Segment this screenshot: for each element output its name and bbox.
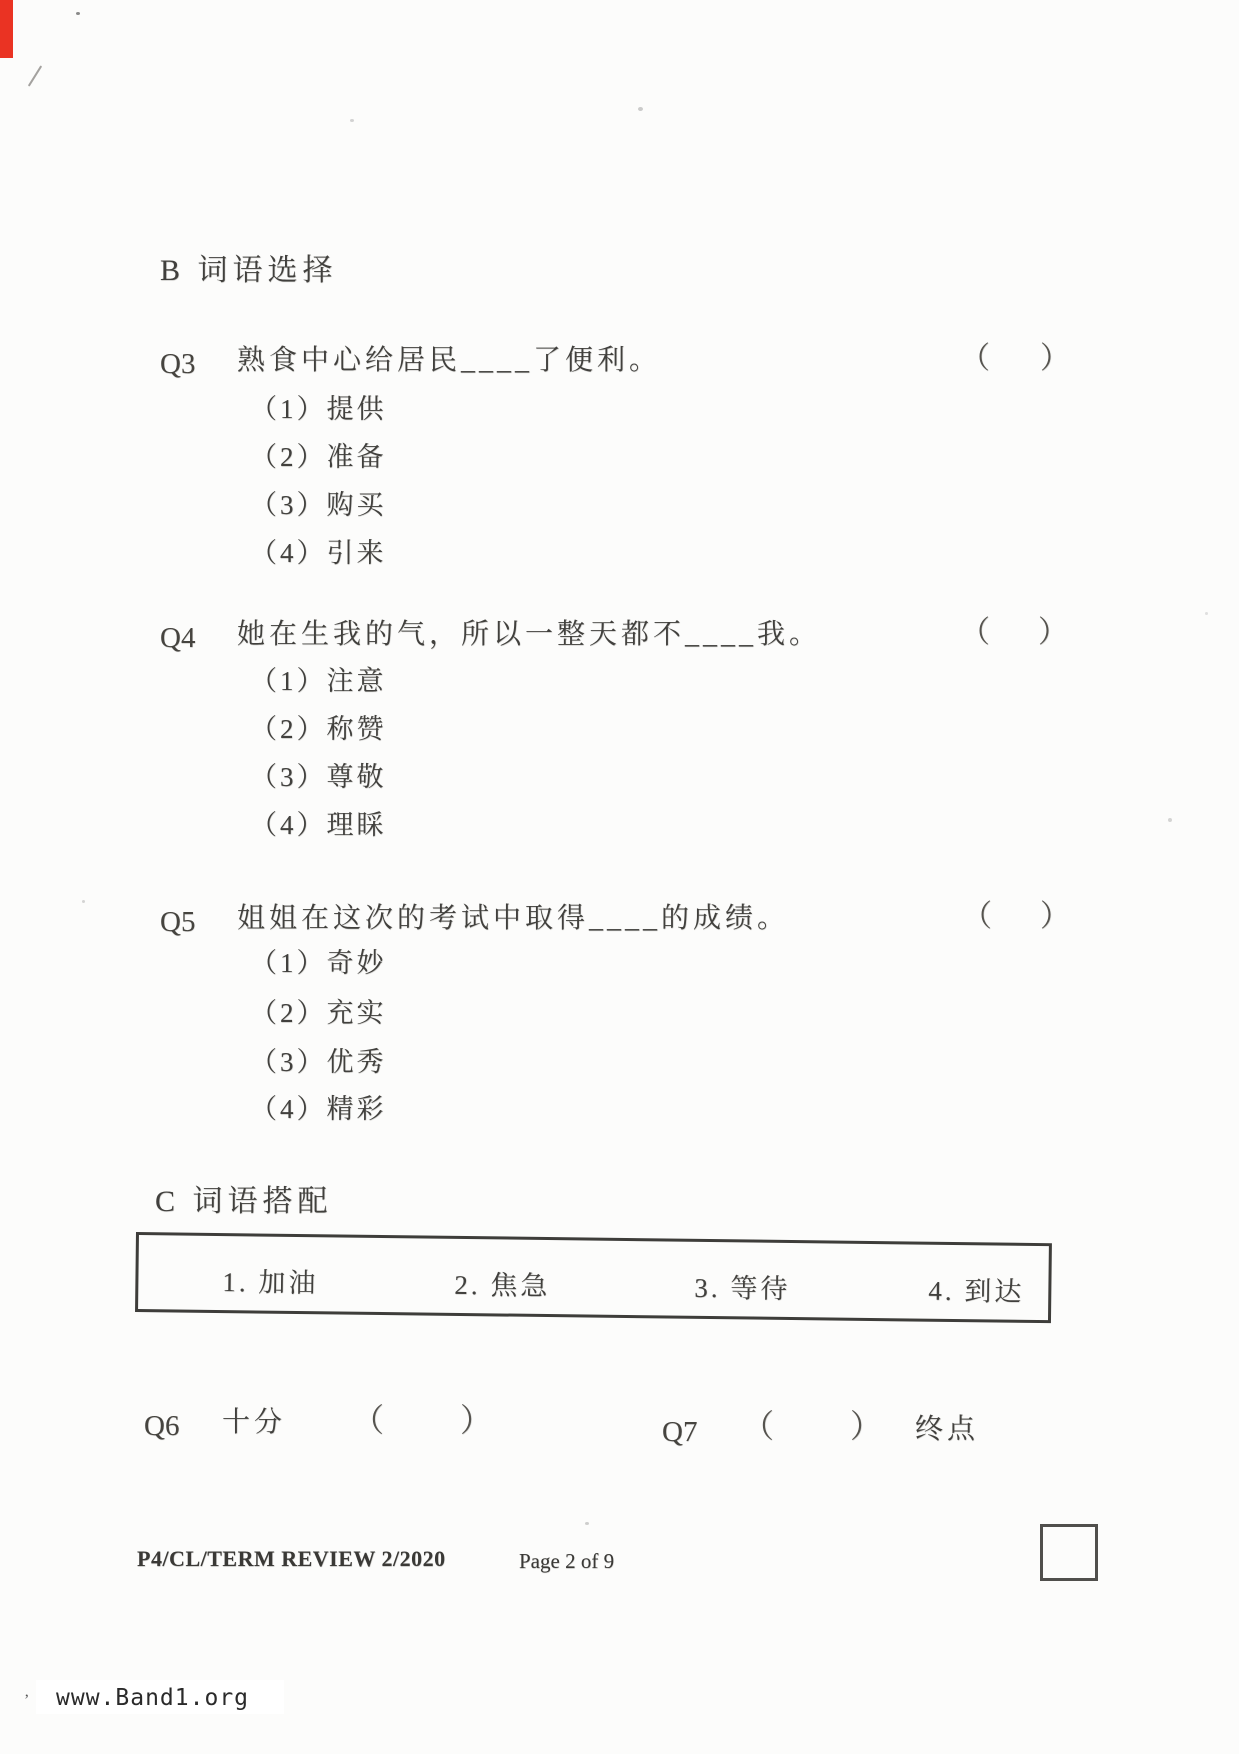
word-bank-box [135,1232,1052,1323]
q5-question-text: 姐姐在这次的考试中取得____的成绩。 [237,903,790,934]
q7-word: 终点 [915,1414,980,1445]
q3-option-2: （2）准备 [250,442,387,472]
q6-word: 十分 [222,1407,287,1438]
q5-label: Q5 [160,906,196,938]
q3-answer-paren-open: （ [960,342,990,375]
q3-question-text: 熟食中心给居民____了便利。 [237,345,662,376]
q6-answer-paren-close: ） [460,1402,493,1438]
q4-label: Q4 [160,622,196,654]
scan-speck [1168,818,1172,822]
footer-page-number: Page 2 of 9 [519,1549,615,1573]
q3-option-3: （3）购买 [250,490,387,520]
word-bank-item-4: 4. 到达 [928,1275,1025,1307]
q5-option-4: （4）精彩 [250,1094,387,1124]
q5-option-3: （3）优秀 [250,1047,387,1077]
word-bank-item-3: 3. 等待 [694,1272,791,1304]
scan-speck [350,119,354,122]
scan-speck [638,107,643,111]
scan-speck [585,1522,589,1525]
red-edge-mark [0,0,13,58]
q3-option-1: （1）提供 [250,394,387,424]
scan-speck: ’ [24,1692,30,1709]
q6-answer-paren-open: （ [352,1402,385,1438]
section-c-title: C 词语搭配 [155,1185,333,1218]
section-b-title: B 词语选择 [160,254,338,287]
word-bank-item-2: 2. 焦急 [454,1269,551,1302]
footer-doc-code: P4/CL/TERM REVIEW 2/2020 [137,1546,446,1571]
q4-option-3: （3）尊敬 [250,762,387,792]
q7-answer-paren-close: ） [850,1408,883,1444]
q3-answer-paren-close: ） [1040,342,1070,375]
q6-label: Q6 [144,1410,180,1442]
q3-option-4: （4）引来 [250,538,387,568]
scan-speck [1205,612,1208,615]
pencil-mark [28,65,42,86]
q4-option-1: （1）注意 [250,666,387,696]
q4-question-text: 她在生我的气，所以一整天都不____我。 [237,619,822,650]
q4-answer-paren-close: ） [1038,616,1068,649]
word-bank-item-1: 1. 加油 [222,1267,319,1299]
q4-answer-paren-open: （ [960,616,990,649]
scan-speck [76,12,80,15]
marks-box [1040,1524,1098,1581]
watermark-text: www.Band1.org [56,1685,250,1711]
q4-option-4: （4）理睬 [250,810,387,840]
q7-answer-paren-open: （ [742,1408,775,1444]
q5-answer-paren-close: ） [1040,900,1070,933]
q5-option-2: （2）充实 [250,998,387,1028]
q5-option-1: （1）奇妙 [250,948,387,978]
q4-option-2: （2）称赞 [250,714,387,744]
scan-speck [82,900,85,903]
q7-label: Q7 [662,1416,698,1448]
q3-label: Q3 [160,348,196,380]
q5-answer-paren-open: （ [962,900,992,933]
